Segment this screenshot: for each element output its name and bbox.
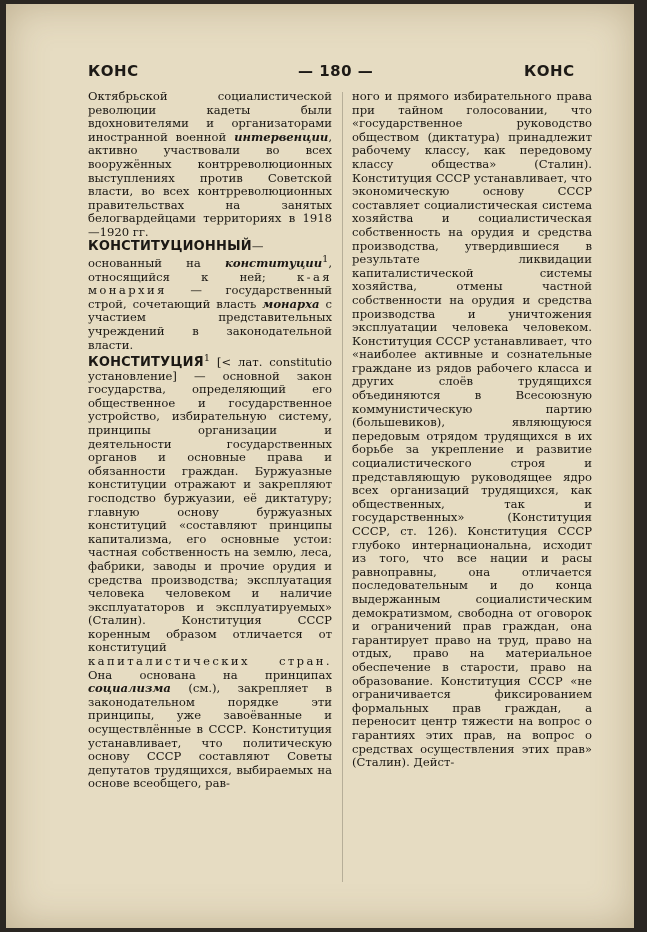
book-page xyxy=(6,4,634,928)
column-divider xyxy=(342,92,343,882)
spaced-term: к-ая монархия xyxy=(88,269,333,298)
spaced-term: капиталистических стран. xyxy=(88,654,332,669)
paragraph-kadety: Октябрьской социалистической революции кадеты были вдохновителями и организаторами иностранной военной интервенции, активно участвовали во всех вооружённых контрреволюционных выступлениях против Советской власти, во всех контрреволюционных правительствах на занятых белогвардейцами территориях в 1918—1920 гг. xyxy=(88,89,332,239)
running-head-left: КОНС xyxy=(88,62,139,80)
page-number: — 180 — xyxy=(298,62,374,80)
right-column xyxy=(352,90,592,770)
headword-konstitutsionnyi: КОНСТИТУЦИОННЫЙ xyxy=(88,238,252,254)
entry-konstitutsiya: КОНСТИТУЦИЯ$^1$ [< лат. constitutio установление] — основной закон государства, определяющий его общественное и государственное устройство, избирательную систему, принципы организации и деятельности государственных органов и основные права и обязанности граждан. Буржуазные конституции отражают и закрепляют господство буржуазии, её диктатуру; главную основу буржуазных конституций «составляют принципы капитализма, его основные устои: частная собственность на землю, леса, фабрики, заводы и прочие орудия и средства производства; эксплуатация человека человеком и наличие эксплуататоров и эксплуатируемых» (Сталин). Конституция СССР коренным образом отличается от конституций капиталистических стран. Она основана на принципах социализма (см.), закрепляет в законодательном порядке эти принципы, уже завоёванные и осуществлённые в СССР. Конституция устанавливает, что политическую основу СССР составляют Советы депутатов трудящихся, выбираемых на основе всеобщего, рав- xyxy=(88,353,333,791)
headword-konstitutsiya: КОНСТИТУЦИЯ xyxy=(88,355,204,370)
link-intervention: интервенции xyxy=(234,129,329,144)
left-column xyxy=(88,90,332,791)
paragraph-continuation: ного и прямого избирательного права при тайном голосовании, что «государственное руководство обществом (диктатура) принадлежит рабочему классу, как передовому классу общества» (Сталин). Конституция СССР устанавливает, что экономическую основу СССР составляет социалистическая система хозяйства и социалистическая собственность на орудия и средства производства, утвердившиеся в результате ликвидации капиталистической системы хозяйства, отмены частной собственности на орудия и средства производства и уничтожения эксплуатации человека человеком. Конституция СССР устанавливает, что «наиболее активные и сознательные граждане из рядов рабочего класса и других слоёв трудящихся объединяются в Всесоюзную коммунистическую партию (большевиков), являющуюся передовым отрядом трудящихся в их борьбе за укрепление и развитие социалистического строя и представляющую руководящее ядро всех организаций трудящихся, как общественных, так и государственных» (Конституция СССР, ст. 126). Конституция СССР глубоко интернациональна, исходит из того, что все нации и расы равноправны, она отличается последовательным и до конца выдержанным социалистическим демократизмом, свободна от оговорок и ограничений прав граждан, она гарантирует право на труд, право на отдых, право на материальное обеспечение в старости, право на образование. Конституция СССР «не ограничивается фиксированием формальных прав граждан, а переносит центр тяжести на вопрос о гарантиях этих прав, на вопрос о средствах осуществления этих прав» (Сталин). Дейст- xyxy=(352,89,592,770)
entry-konstitutsionnyi: КОНСТИТУЦИОННЫЙ—основанный на конституции$^1$, относящийся к ней; к-ая монархия — государственный строй, сочетающий власть монарха с участием представительных учреждений в законодательной власти. xyxy=(88,238,333,352)
link-monarch: монарха xyxy=(262,296,320,311)
running-head-right: КОНС xyxy=(524,62,575,80)
link-socialism: социализма xyxy=(88,681,171,696)
link-konstitutsiya: конституции xyxy=(224,255,323,270)
